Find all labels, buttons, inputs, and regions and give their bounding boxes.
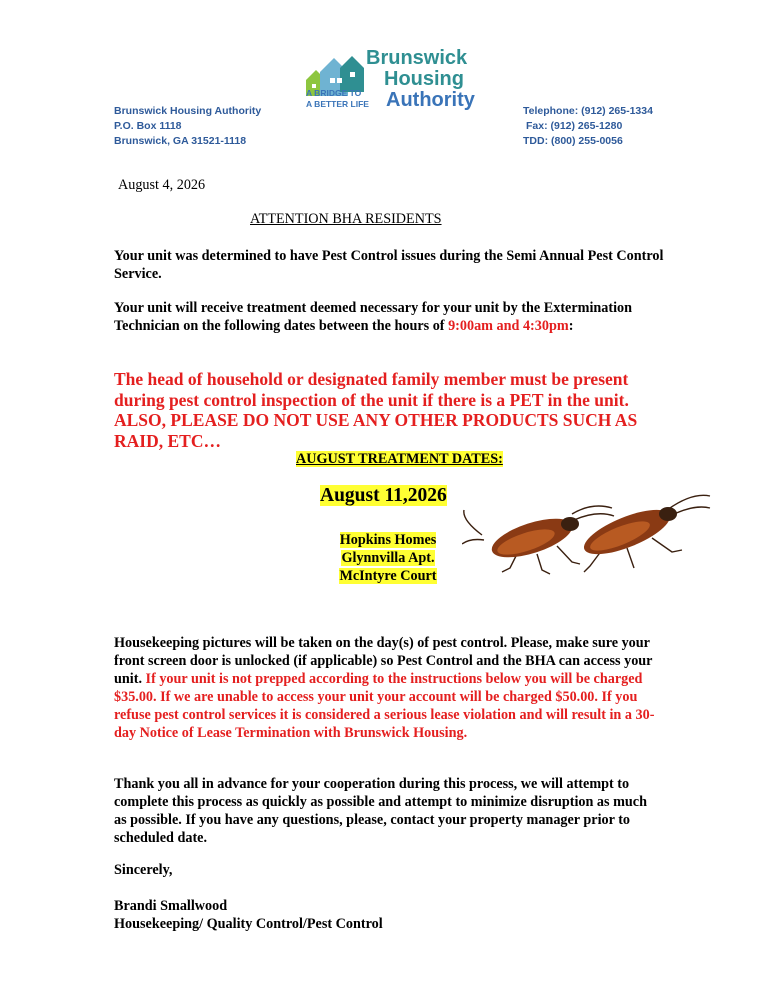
warning-text: The head of household or designated family member must be present during pest control inspection of the unit if there is a PET in the unit. ALSO, PLEASE DO NOT USE ANY OTHER PRODUCTS SUCH AS RAID, ETC… (114, 369, 638, 451)
treatment-heading-text: AUGUST TREATMENT DATES: (296, 451, 503, 467)
signature-name: Brandi Smallwood (114, 898, 228, 914)
logo-tag1: A BRIDGE TO (306, 88, 362, 98)
paragraph-3-penalties: If your unit is not prepped according to the instructions below you will be charged $35.00. If we are unable to access your unit your account will be charged $50.00. If you refuse pest control services it is considered a serious lease violation and will result in a 30-day Notice of Lease Termination with Brunswick Housing. (114, 671, 655, 741)
logo-line1: Brunswick (366, 47, 468, 69)
address-line3: Brunswick, GA 31521-1118 (114, 135, 247, 147)
sites-list (330, 531, 446, 585)
address-block (114, 104, 261, 149)
letter-heading: ATTENTION BHA RESIDENTS (250, 211, 442, 227)
tdd: TDD: (800) 255-0056 (523, 135, 623, 147)
site-item: Glynnvilla Apt. (341, 550, 435, 566)
treatment-heading (296, 451, 503, 467)
address-line1: Brunswick Housing Authority (114, 105, 262, 117)
site-item: Hopkins Homes (339, 532, 437, 548)
paragraph-3 (114, 634, 662, 742)
cockroaches-illustration (462, 480, 712, 580)
treatment-hours: 9:00am and 4:30pm (448, 318, 569, 334)
closing: Sincerely, (114, 862, 173, 878)
paragraph-1: Your unit was determined to have Pest Control issues during the Semi Annual Pest Control Service. (114, 248, 664, 282)
telephone: Telephone: (912) 265-1334 (523, 105, 653, 117)
treatment-date-text: August 11,2026 (320, 485, 447, 506)
paragraph-4: Thank you all in advance for your cooperation during this process, we will attempt to complete this process as quickly as possible and attempt to minimize disruption as much as possible. If you have any questions, please, contact your property manager prior to scheduled date. (114, 776, 647, 846)
letter-date: August 4, 2026 (118, 177, 206, 193)
address-line2: P.O. Box 1118 (114, 120, 182, 132)
paragraph-2-text: Your unit will receive treatment deemed necessary for your unit by the Extermination Technician on the following dates between the hours of (114, 300, 633, 334)
treatment-date (320, 484, 447, 508)
logo-line2: Housing (384, 68, 464, 90)
site-item: McIntyre Court (339, 568, 437, 584)
paragraph-3-text: Housekeeping pictures will be taken on the day(s) of pest control. Please, make sure your front screen door is unlocked (if applicable) so Pest Control and the BHA can access your unit (114, 635, 653, 687)
paragraph-2-end: : (568, 318, 574, 334)
logo-line3: Authority (386, 89, 475, 111)
contact-block (523, 104, 653, 149)
signature-title: Housekeeping/ Quality Control/Pest Control (114, 916, 383, 932)
bha-logo (300, 46, 480, 118)
paragraph-2 (114, 299, 659, 335)
logo-tag2: A BETTER LIFE (306, 99, 369, 109)
paragraph-3-dot: . (138, 671, 142, 687)
fax: Fax: (912) 265-1280 (526, 120, 623, 132)
